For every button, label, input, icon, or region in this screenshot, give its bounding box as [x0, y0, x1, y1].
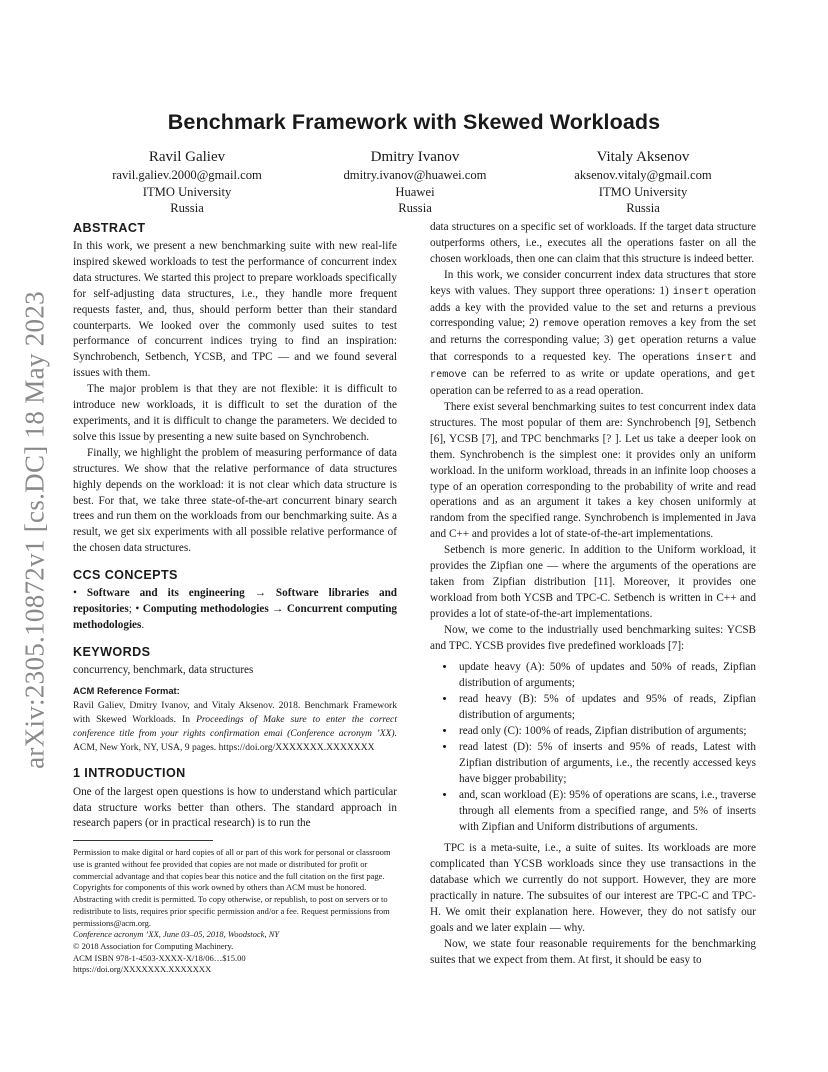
code-insert: insert [696, 353, 733, 365]
arrow-icon: → [272, 603, 284, 616]
body-paragraph: data structures on a specific set of workloads. If the target data structure outperforms others, i.e., executes all the operations faster on all the chosen workloads, then one can claim that this structure is indeed better. [430, 221, 756, 265]
keywords-text: concurrency, benchmark, data structures [73, 663, 254, 676]
author-org: ITMO University [142, 184, 232, 199]
author-country: Russia [170, 201, 204, 215]
author-email[interactable]: aksenov.vitaly@gmail.com [574, 168, 712, 182]
code-get: get [737, 370, 756, 382]
acm-reference-heading: ACM Reference Format: [73, 684, 180, 696]
intro-paragraph: One of the largest open questions is how to understand which particular data structure works better than others. The standard approach in research papers (or in practical research) is to run the [73, 785, 397, 830]
acm-reference-venue: Proceedings of Make sure to enter the correct conference title from your rights confirmation emai (Conference acronym ’XX). [73, 713, 397, 739]
copyright-footnote [73, 847, 397, 976]
author-1 [73, 148, 301, 217]
ccs-term: Software libraries and repositories [73, 587, 398, 616]
introduction-heading: 1 INTRODUCTION [73, 765, 186, 780]
arxiv-side-label [20, 280, 50, 780]
isbn-line: ACM ISBN 978-1-4503-XXXX-X/18/06…$15.00 [73, 952, 246, 963]
text-run: operation returns a value that corresponds to a requested key. The operations [430, 334, 756, 364]
author-email[interactable]: dmitry.ivanov@huawei.com [343, 168, 487, 182]
ccs-concepts: • Software and its engineering → Software libraries and repositories; • Computing methodologies → Concurrent computing methodologies. [73, 587, 398, 631]
code-get: get [617, 336, 637, 348]
author-country: Russia [626, 201, 660, 215]
author-org: ITMO University [598, 184, 688, 199]
text-run: operation removes a key from the set and returns the corresponding value; 3) [430, 317, 757, 347]
text-run: operation adds a key with the provided value to the set and returns a previous corresponding value; 2) [430, 284, 756, 330]
code-remove: remove [542, 319, 580, 331]
doi-link[interactable]: https://doi.org/XXXXXXX.XXXXXXX [73, 964, 212, 975]
author-org: Huawei [395, 184, 435, 199]
abstract-paragraph: In this work, we present a new benchmarking suite with new real-life inspired skewed workloads to test the performance of concurrent index data structures. We started this project to prepare workloads specifically for self-adjusting data structures, i.e., they handle more frequent requests faster, and, thus, should perform better than their standard counterparts. We looked over the commonly used suites to test performance of concurrent indices trying to find an inspiration: Synchrobench, Setbench, YCSB, and TPC — and we found several issues with them. [73, 240, 397, 380]
author-3 [529, 148, 757, 217]
footnote-divider [73, 840, 213, 841]
body-paragraph: Setbench is more generic. In addition to the Uniform workload, it provides the Zipfian one — where the arguments of the operations are taken from Zipfian distribution [11]. Moreover, it provides one workload from both YCSB and TPC-C. Setbench is written in C++ and provides a lot of state-of-the-art implementations. [430, 544, 756, 620]
list-item: • read latest (D): 5% of inserts and 95% of reads, Latest with Zipfian distribution of arguments, i.e., the recently accessed keys have bigger probability; [456, 740, 756, 788]
acm-reference [73, 699, 397, 755]
text-run: and [732, 351, 757, 364]
author-name: Dmitry Ivanov [370, 149, 460, 165]
text-run: operation can be referred to as a read operation. [430, 385, 644, 398]
ccs-separator: ; • [128, 603, 140, 616]
operations-paragraph [430, 268, 756, 400]
text-run: In this work, we consider concurrent index data structures that store keys with values. They support three operations: 1) [430, 268, 756, 297]
ccs-term: Concurrent computing methodologies [73, 603, 398, 631]
abstract-heading: ABSTRACT [73, 221, 146, 235]
ycsb-workload-list [430, 660, 756, 835]
conference-line: Conference acronym ’XX, June 03–05, 2018, Woodstock, NY [73, 929, 280, 940]
copyright-line: © 2018 Association for Computing Machinery. [73, 941, 234, 951]
acm-reference-authors: Ravil Galiev, Dmitry Ivanov, and Vitaly Aksenov. 2018. Benchmark Framework with Skewed Workloads. In [73, 699, 397, 725]
body-paragraph: There exist several benchmarking suites to test concurrent index data structures. The most popular of them are: Synchrobench [9], Setbench [6], YCSB [7], and TPC benchmarks [? ]. Let us take a deeper look on them. Synchrobench is the simplest one: it provides only an uniform workload. In the uniform workload, threads in an infinite loop chooses a type of an operation corresponding to the probability of write and read operations and as an argument it takes a key chosen uniformly at random from the specified range. Synchrobench is implemented in Java and C++ and provides a lot of state-of-the-art implementations. [430, 400, 756, 541]
right-column [430, 220, 756, 969]
ccs-term: Software and its engineering [86, 587, 245, 600]
arxiv-identifier[interactable]: arXiv:2305.10872v1 [cs.DC] 18 May 2023 [19, 291, 50, 769]
keywords-heading: KEYWORDS [73, 644, 151, 659]
acm-reference-doi[interactable]: ACM, New York, NY, USA, 9 pages. https://doi.org/XXXXXXX.XXXXXXX [73, 741, 375, 753]
list-item: • read only (C): 100% of reads, Zipfian distribution of arguments; [456, 724, 756, 740]
left-column [73, 220, 397, 976]
author-block [73, 148, 757, 217]
list-item: • and, scan workload (E): 95% of operations are scans, i.e., traverse through all elements from a specified range, and 5% of inserts with Zipfian and Uniform distributions of arguments. [456, 788, 756, 836]
author-email[interactable]: ravil.galiev.2000@gmail.com [112, 168, 262, 182]
author-name: Ravil Galiev [148, 149, 226, 165]
ccs-term: Computing methodologies [142, 603, 269, 616]
arrow-icon: → [254, 587, 266, 600]
list-item: • update heavy (A): 50% of updates and 50% of reads, Zipfian distribution of arguments; [456, 660, 756, 692]
code-insert: insert [672, 286, 710, 298]
abstract-paragraph: The major problem is that they are not flexible: it is difficult to introduce new workloads, it is difficult to set the duration of the experiments, and it is difficult to change the parameters. We decided to solve this issue by presenting a new suite based on Synchrobench. [73, 383, 397, 443]
author-2 [301, 148, 529, 217]
code-remove: remove [430, 370, 467, 382]
ccs-end: . [141, 618, 145, 631]
body-paragraph: Now, we state four reasonable requirements for the benchmarking suites that we expect from them. At first, it should be easy to [430, 937, 756, 966]
ccs-heading: CCS CONCEPTS [73, 568, 178, 583]
abstract-paragraph: Finally, we highlight the problem of measuring performance of data structures. We show that the relative performance of data structures highly depends on the workload: it is not clear which data structure is best. For that, we take three state-of-the-art concurrent binary search trees and run them on the workloads from our benchmarking suite. As a result, we get six experiments with all possible relative performance of the chosen data structures. [73, 446, 397, 555]
permission-notice: Permission to make digital or hard copies of all or part of this work for personal or classroom use is granted without fee provided that copies are not made or distributed for profit or commercial advantage and that copies bear this notice and the full citation on the first page. Copyrights for components of this work owned by others than ACM must be honored. Abstracting with credit is permitted. To copy otherwise, or republish, to post on servers or to redistribute to lists, requires prior specific permission and/or a fee. Request permissions from permissions@acm.org. [73, 847, 391, 928]
author-name: Vitaly Aksenov [596, 149, 690, 165]
author-country: Russia [398, 201, 432, 215]
list-item: • read heavy (B): 5% of updates and 95% of reads, Zipfian distribution of arguments; [456, 692, 756, 724]
text-run: can be referred to as write or update operations, and [466, 368, 738, 381]
paper-title: Benchmark Framework with Skewed Workloads [167, 110, 661, 134]
body-paragraph: Now, we come to the industrially used benchmarking suites: YCSB and TPC. YCSB provides five predefined workloads [7]: [430, 623, 756, 652]
body-paragraph: TPC is a meta-suite, i.e., a suite of suites. Its workloads are more complicated than YCSB workloads since they use transactions in the database which we currently do not support. However, they are more practically in nature. The subsuites of our interest are TPC-C and TPC-H. We omit their explanation here. However, they do not satisfy our goals and we later explain — why. [430, 842, 756, 934]
